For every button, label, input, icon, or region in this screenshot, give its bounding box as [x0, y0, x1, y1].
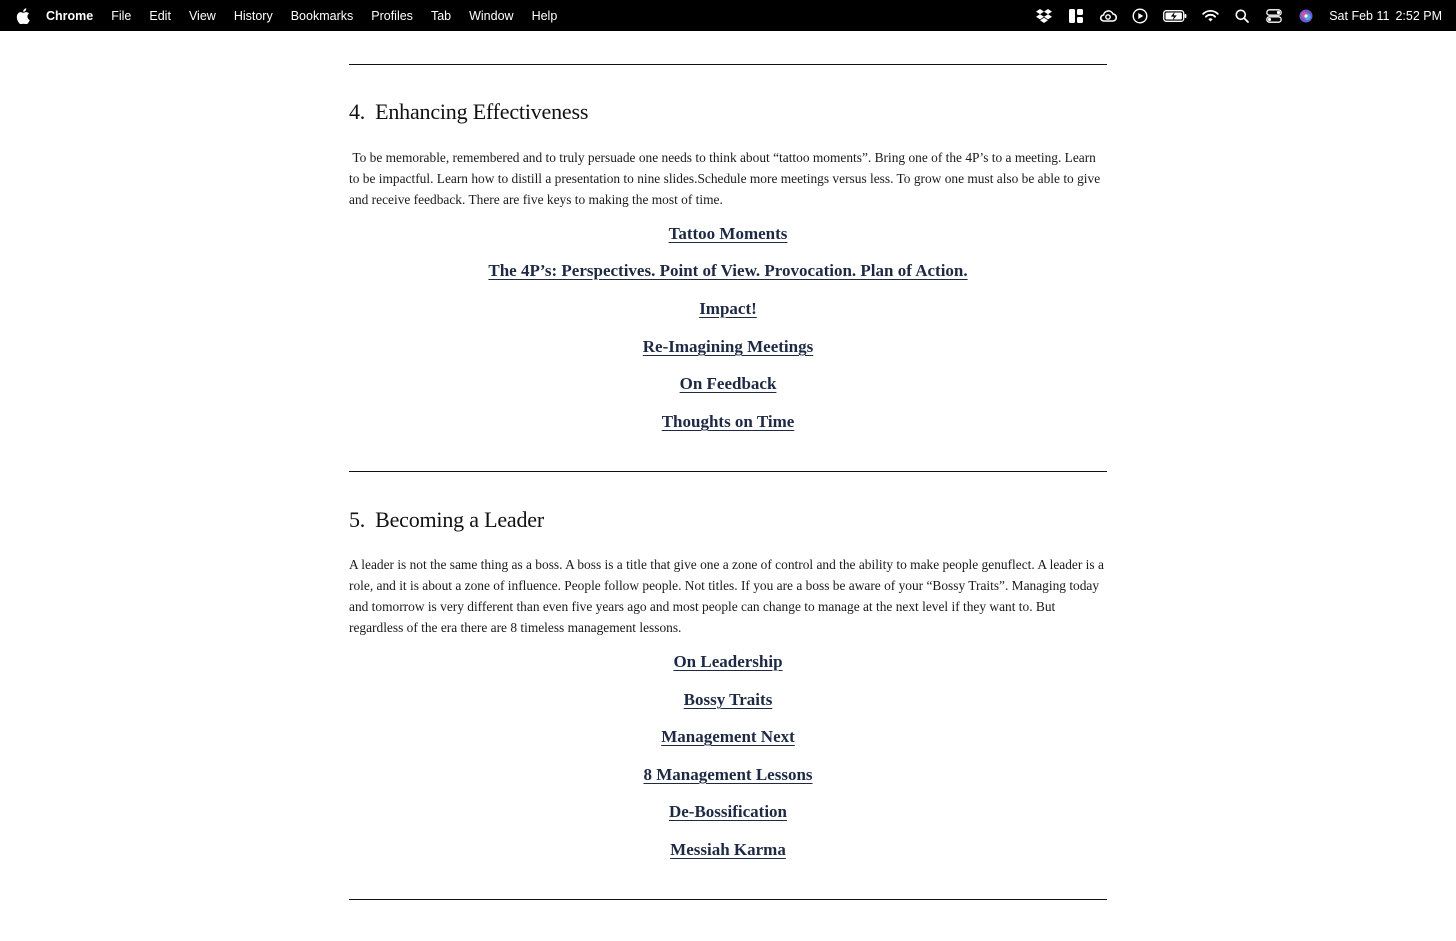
play-icon[interactable]	[1131, 8, 1149, 24]
menu-history[interactable]: History	[233, 8, 273, 23]
link-item	[349, 689, 1107, 711]
link-item	[349, 651, 1107, 673]
link-tattoo-moments[interactable]: Tattoo Moments	[668, 224, 788, 243]
link-item	[349, 298, 1107, 320]
section-heading-enhancing-effectiveness	[349, 99, 588, 125]
section-paragraph: To be memorable, remembered and to truly persuade one needs to think about “tattoo moments”. Bring one of the 4P’s to a meeting. Learn to be impactful. Learn how to distill a presentation to nine slides.Schedule more meetings versus less. To grow one must also be able to give and receive feedback. There are five keys to making the most of time.	[349, 150, 1104, 207]
apple-menu-icon[interactable]	[16, 8, 30, 24]
link-on-feedback[interactable]: On Feedback	[679, 374, 777, 393]
link-de-bossification[interactable]: De-Bossification	[668, 802, 788, 821]
section-divider	[349, 64, 1107, 65]
creative-cloud-icon[interactable]	[1099, 8, 1117, 24]
wifi-icon[interactable]	[1201, 8, 1219, 24]
section-number: 4.	[349, 99, 366, 124]
section-divider	[349, 899, 1107, 900]
battery-charging-icon[interactable]	[1163, 8, 1187, 24]
menubar-date: Sat Feb 11	[1329, 8, 1390, 23]
link-the-4ps[interactable]: The 4P’s: Perspectives. Point of View. Provocation. Plan of Action.	[488, 261, 968, 280]
link-impact[interactable]: Impact!	[699, 299, 757, 318]
menu-edit[interactable]: Edit	[149, 8, 171, 23]
dropbox-icon[interactable]	[1035, 8, 1053, 24]
link-item	[349, 260, 1107, 282]
siri-icon[interactable]	[1297, 8, 1315, 24]
menu-view[interactable]: View	[188, 8, 216, 23]
section-number: 5.	[349, 507, 366, 532]
section-paragraph: A leader is not the same thing as a boss. A boss is a title that give one a zone of control and the ability to make people genuflect. A leader is a role, and it is about a zone of influence. People follow people. Not titles. If you are a boss be aware of your “Bossy Traits”. Managing today and tomorrow is very different than even five years ago and most people can change to manage at the next level if they want to. But regardless of the era there are 8 timeless management lessons.	[349, 557, 1104, 635]
menu-app-name[interactable]: Chrome	[46, 8, 94, 23]
window-layout-icon[interactable]	[1067, 8, 1085, 24]
spotlight-search-icon[interactable]	[1233, 8, 1251, 24]
link-management-next[interactable]: Management Next	[661, 727, 795, 746]
section-title: Becoming a Leader	[375, 507, 544, 532]
link-item	[349, 223, 1107, 245]
link-messiah-karma[interactable]: Messiah Karma	[670, 840, 786, 859]
menu-profiles[interactable]: Profiles	[371, 8, 413, 23]
link-item	[349, 411, 1107, 433]
link-thoughts-on-time[interactable]: Thoughts on Time	[661, 412, 795, 431]
link-8-management-lessons[interactable]: 8 Management Lessons	[643, 765, 813, 784]
link-item	[349, 373, 1107, 395]
link-bossy-traits[interactable]: Bossy Traits	[683, 690, 773, 709]
link-item	[349, 336, 1107, 358]
menubar-clock[interactable]	[1329, 9, 1442, 23]
menu-bookmarks[interactable]: Bookmarks	[290, 8, 354, 23]
menu-help[interactable]: Help	[531, 8, 558, 23]
section-divider	[349, 471, 1107, 472]
link-on-leadership[interactable]: On Leadership	[673, 652, 783, 671]
control-center-icon[interactable]	[1265, 8, 1283, 24]
menubar-time: 2:52 PM	[1395, 8, 1442, 23]
menu-file[interactable]: File	[111, 8, 132, 23]
menu-window[interactable]: Window	[469, 8, 514, 23]
menu-bar	[0, 0, 1456, 31]
link-item	[349, 726, 1107, 748]
section-title: Enhancing Effectiveness	[375, 99, 589, 124]
link-item	[349, 764, 1107, 786]
link-item	[349, 801, 1107, 823]
link-item	[349, 839, 1107, 861]
section-heading-becoming-a-leader	[349, 507, 544, 533]
menu-tab[interactable]: Tab	[430, 8, 452, 23]
link-re-imagining-meetings[interactable]: Re-Imagining Meetings	[642, 337, 814, 356]
